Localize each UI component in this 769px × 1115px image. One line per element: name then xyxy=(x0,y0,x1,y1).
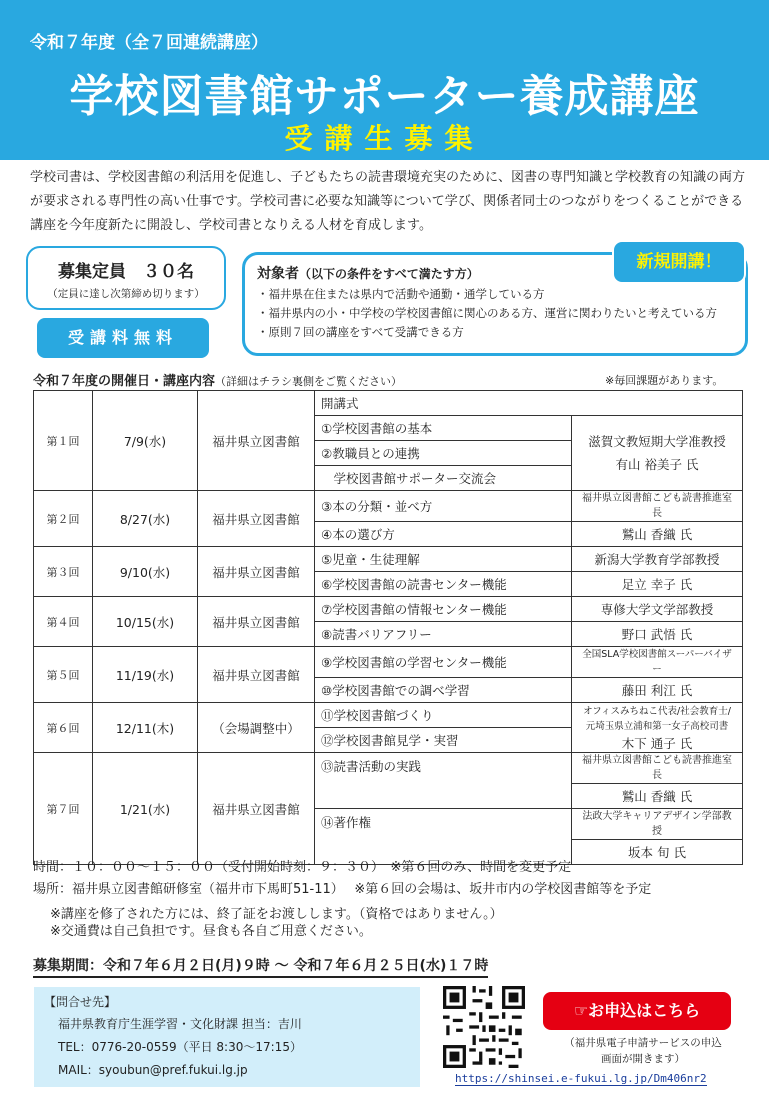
instructor-affiliation: 滋賀文教短期大学准教授 xyxy=(588,434,726,449)
instructor xyxy=(572,703,743,753)
session-topic: ②教職員との連携 xyxy=(315,441,572,466)
session-number: 第４回 xyxy=(34,597,93,647)
instructor-affiliation-2: 元埼玉県立浦和第一女子高校司書 xyxy=(585,721,729,732)
table-row xyxy=(34,703,743,728)
instructor-name: 坂本 旬 氏 xyxy=(572,840,743,865)
contact-org: 福井県教育庁生涯学習・文化財課 担当：吉川 xyxy=(58,1017,302,1031)
target-title: 対象者 xyxy=(257,266,299,282)
contact-mail[interactable]: MAIL：syoubun@pref.fukui.lg.jp xyxy=(58,1063,248,1077)
apply-note-line: （福井県電子申請サービスの申込 xyxy=(564,1037,722,1049)
instructor-affiliation: 全国SLA学校図書館スーパーバイザー xyxy=(572,647,743,678)
session-date: 1/21(水) xyxy=(93,753,198,865)
schedule-table xyxy=(33,390,743,865)
schedule-note: ※毎回課題があります。 xyxy=(605,374,724,387)
session-topic: ③本の分類・並べ方 xyxy=(315,491,572,522)
table-row xyxy=(34,491,743,522)
capacity-box xyxy=(26,246,226,310)
target-condition: （以下の条件をすべて満たす方） xyxy=(299,267,479,281)
apply-button-label: お申込はこちら xyxy=(588,1001,701,1020)
session-number: 第２回 xyxy=(34,491,93,547)
session-venue: 福井県立図書館 xyxy=(198,753,315,865)
table-row xyxy=(34,391,743,416)
contact-heading: 【問合せ先】 xyxy=(44,995,117,1009)
session-topic: ⑤児童・生徒理解 xyxy=(315,547,572,572)
apply-url-link[interactable]: https://shinsei.e-fukui.lg.jp/Dm406nr2 xyxy=(455,1072,707,1085)
instructor-affiliation: 福井県立図書館こども読書推進室長 xyxy=(572,491,743,522)
session-topic: 学校図書館サポーター交流会 xyxy=(315,466,572,491)
session-topic: ⑬読書活動の実践 xyxy=(315,753,572,809)
table-row xyxy=(34,597,743,622)
session-topic: ⑨学校図書館の学習センター機能 xyxy=(315,647,572,678)
session-venue: （会場調整中） xyxy=(198,703,315,753)
target-list xyxy=(257,285,717,342)
session-topic: ⑫学校図書館見学・実習 xyxy=(315,728,572,753)
series-label: 令和７年度（全７回連続講座） xyxy=(30,33,268,53)
session-topic: ⑭著作権 xyxy=(315,809,572,865)
time-info: 時間：１０：００～１５：００（受付開始時刻：９：３０） ※第６回のみ、時間を変更予定 xyxy=(33,860,572,875)
session-date: 10/15(水) xyxy=(93,597,198,647)
note-expenses: ※交通費は自己負担です。昼食も各自ご用意ください。 xyxy=(50,924,372,939)
session-date: 12/11(木) xyxy=(93,703,198,753)
page-title: 学校図書館サポーター養成講座 xyxy=(69,71,700,122)
session-number: 第３回 xyxy=(34,547,93,597)
session-venue: 福井県立図書館 xyxy=(198,597,315,647)
session-topic: ⑪学校図書館づくり xyxy=(315,703,572,728)
instructor-affiliation: 専修大学文学部教授 xyxy=(572,597,743,622)
notes xyxy=(50,906,503,940)
session-date: 8/27(水) xyxy=(93,491,198,547)
session-date: 7/9(水) xyxy=(93,391,198,491)
session-topic: ①学校図書館の基本 xyxy=(315,416,572,441)
instructor-name: 野口 武悟 氏 xyxy=(572,622,743,647)
session-number: 第７回 xyxy=(34,753,93,865)
table-row xyxy=(34,753,743,784)
contact-box xyxy=(34,987,420,1087)
session-number: 第６回 xyxy=(34,703,93,753)
opening-ceremony: 開講式 xyxy=(315,391,743,416)
instructor-name: 鷲山 香織 氏 xyxy=(572,784,743,809)
session-date: 11/19(水) xyxy=(93,647,198,703)
session-topic: ⑩学校図書館での調べ学習 xyxy=(315,678,572,703)
contact-tel: TEL：0776-20-0559（平日 8:30～17:15） xyxy=(58,1040,302,1054)
session-venue: 福井県立図書館 xyxy=(198,547,315,597)
instructor-name: 有山 裕美子 氏 xyxy=(615,457,699,472)
qr-code[interactable] xyxy=(443,986,525,1068)
session-date: 9/10(水) xyxy=(93,547,198,597)
session-venue: 福井県立図書館 xyxy=(198,491,315,547)
session-topic: ⑧読書バリアフリー xyxy=(315,622,572,647)
new-course-badge: 新規開講！ xyxy=(612,240,746,284)
note-certificate: ※講座を修了された方には、終了証をお渡しします。（資格ではありません。） xyxy=(50,907,503,922)
instructor-affiliation: オフィスみちねこ代表/社会教育士/ xyxy=(583,706,731,717)
page-subtitle: 受講生募集 xyxy=(284,122,485,155)
hand-icon: ☞ xyxy=(573,1001,589,1020)
session-venue: 福井県立図書館 xyxy=(198,391,315,491)
schedule-heading xyxy=(33,370,402,389)
place-info: 場所：福井県立図書館研修室（福井市下馬町51-11） ※第６回の会場は、坂井市内の学校図書館等を予定 xyxy=(33,882,652,897)
instructor-name: 木下 通子 氏 xyxy=(621,736,693,751)
instructor-name: 足立 幸子 氏 xyxy=(572,572,743,597)
instructor-affiliation: 法政大学キャリアデザイン学部教授 xyxy=(572,809,743,840)
target-heading xyxy=(257,263,479,283)
table-row xyxy=(34,647,743,678)
apply-button[interactable] xyxy=(543,992,731,1030)
session-topic: ⑥学校図書館の読書センター機能 xyxy=(315,572,572,597)
capacity-label: 募集定員 ３０名 xyxy=(58,262,194,282)
instructor-affiliation: 新潟大学教育学部教授 xyxy=(572,547,743,572)
table-row xyxy=(34,547,743,572)
application-period: 募集期間：令和７年６月２日(月)９時 ～ 令和７年６月２５日(水)１７時 xyxy=(33,955,488,978)
instructor-name: 鷲山 香織 氏 xyxy=(572,522,743,547)
instructor xyxy=(572,416,743,491)
session-topic: ⑦学校図書館の情報センター機能 xyxy=(315,597,572,622)
target-item: ・福井県内の小・中学校の学校図書館に関心のある方、運営に関わりたいと考えている方 xyxy=(257,306,717,320)
schedule-title: 令和７年度の開催日・講座内容 xyxy=(33,374,216,389)
fee-badge: 受講料無料 xyxy=(37,318,209,358)
intro-paragraph: 学校司書は、学校図書館の利活用を促進し、子どもたちの読書環境充実のために、図書の専門知識と学校教育の知識の両方が要求される専門性の高い仕事です。学校司書に必要な知識等について学び、関係者同士のつながりをつくることができる講座を今年度新たに開設し、学校司書となりえる人材を育成します。 xyxy=(30,170,746,233)
event-info xyxy=(33,857,651,901)
session-venue: 福井県立図書館 xyxy=(198,647,315,703)
instructor-affiliation: 福井県立図書館こども読書推進室長 xyxy=(572,753,743,784)
capacity-note: （定員に達し次第締め切ります） xyxy=(47,288,205,300)
target-item: ・福井県在住または県内で活動や通勤・通学している方 xyxy=(257,287,545,301)
header-banner xyxy=(0,0,769,160)
schedule-detail: （詳細はチラシ裏側をご覧ください） xyxy=(215,375,403,388)
session-topic: ④本の選び方 xyxy=(315,522,572,547)
apply-note-line: 画面が開きます） xyxy=(601,1053,685,1065)
instructor-name: 藤田 利江 氏 xyxy=(572,678,743,703)
target-item: ・原則７回の講座をすべて受講できる方 xyxy=(257,325,464,339)
apply-note xyxy=(548,1035,738,1067)
session-number: 第１回 xyxy=(34,391,93,491)
session-number: 第５回 xyxy=(34,647,93,703)
